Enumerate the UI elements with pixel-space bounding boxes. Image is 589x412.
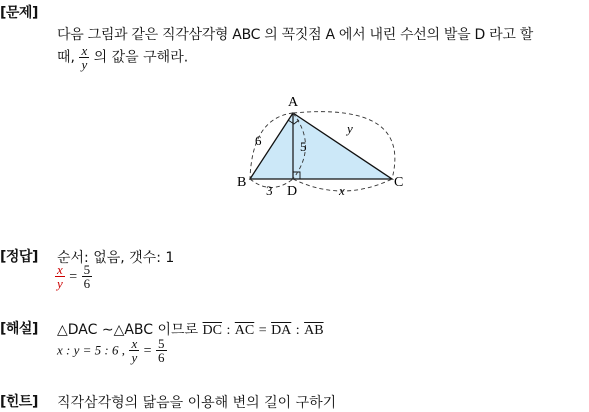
answer-line1: 순서: 없음, 갯수: 1 (57, 250, 175, 266)
problem-line1: 다음 그림과 같은 직각삼각형 ABC 의 꼭짓점 A 에서 내린 수선의 발을 D 라고 할 (57, 27, 533, 43)
solution-lhs-den: y (131, 350, 138, 365)
solution-label: [해설] (0, 321, 38, 337)
vertex-label-A: A (288, 95, 299, 110)
answer-rhs-den: 6 (83, 276, 91, 291)
solution-lhs-num: x (131, 336, 138, 351)
solution-result-num: 5 (158, 336, 165, 351)
problem-line2-suffix: 의 값을 구해라. (93, 49, 189, 66)
answer-lhs-den: y (57, 276, 63, 291)
solution-lhs-fraction (129, 337, 139, 364)
solution-equals-2: = (143, 343, 152, 359)
length-AD: 5 (300, 139, 307, 154)
ratio-sep-2: : (295, 323, 300, 338)
segment-DC: $\overline{DC}$ (202, 323, 222, 338)
hint-text: 직각삼각형의 닮음을 이용해 변의 길이 구하기 (57, 395, 337, 411)
ratio-sep-1: : (226, 323, 231, 338)
vertex-label-B: B (237, 175, 247, 190)
problem-fraction-num: x (81, 43, 88, 58)
problem-label: [문제] (0, 5, 38, 21)
solution-result-fraction (156, 337, 167, 364)
solution-ratio: x : y = 5 : 6 , (57, 342, 125, 358)
solution-line1 (57, 319, 324, 339)
hint-label: [힌트] (0, 394, 38, 410)
vertex-label-C: C (394, 175, 404, 190)
answer-lhs-num: x (57, 262, 63, 277)
answer-rhs-num: 5 (83, 262, 91, 277)
length-DC: x (339, 183, 345, 198)
answer-equals: = (69, 269, 78, 285)
solution-similarity: △DAC ∼△ABC 이므로 (57, 322, 199, 338)
segment-AB: $\overline{AB}$ (304, 323, 324, 338)
segment-AC: $\overline{AC}$ (234, 323, 255, 338)
solution-equals: = (258, 323, 267, 338)
solution-result-den: 6 (158, 350, 165, 365)
problem-line2-prefix: 때, (57, 49, 75, 66)
answer-label: [정답] (0, 249, 38, 265)
length-AC: y (347, 121, 353, 136)
solution-line2 (57, 337, 167, 364)
triangle-fill (250, 113, 392, 179)
answer-formula (55, 263, 92, 290)
problem-fraction-den: y (81, 57, 88, 72)
vertex-label-D: D (287, 184, 298, 199)
answer-lhs-fraction (55, 263, 65, 290)
segment-DA: $\overline{DA}$ (271, 323, 292, 338)
answer-rhs-fraction (82, 263, 93, 290)
length-BD: 3 (266, 183, 273, 198)
length-AB: 6 (255, 133, 262, 148)
